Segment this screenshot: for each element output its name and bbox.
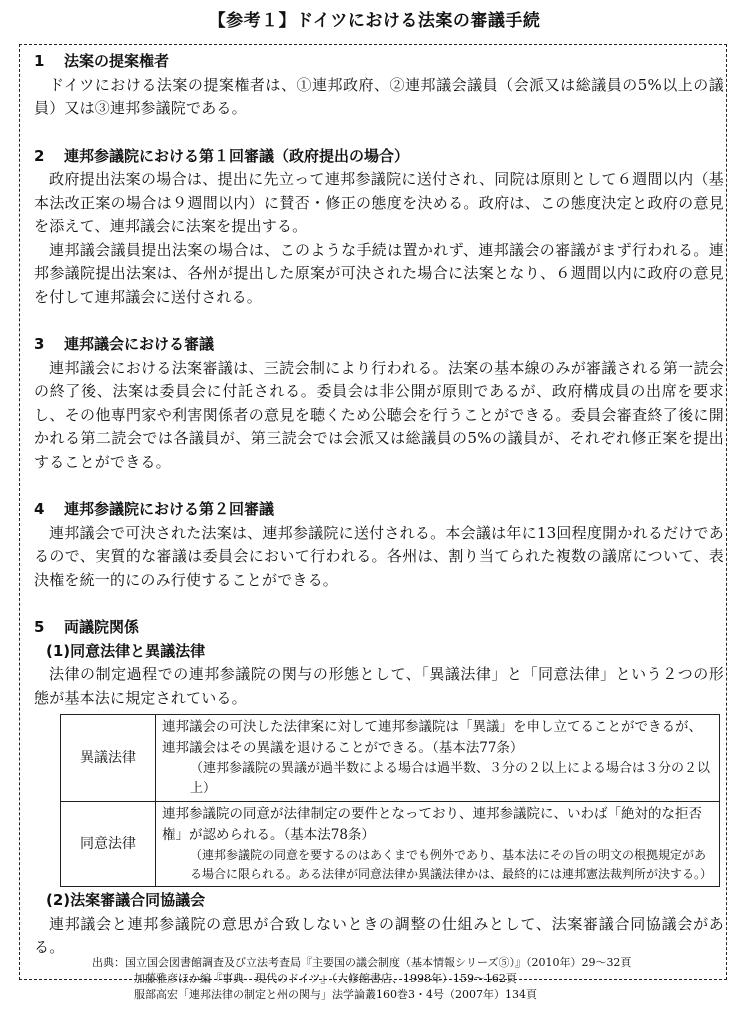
paragraph: 政府提出法案の場合は、提出に先立って連邦参議院に送付され、同院は原則として６週間以内（基本法改正案の場合は９週間以内）に賛否・修正の態度を決める。政府は、この態度決定と政府の意見を添えて、連邦議会に法案を提出する。 [34,170,724,235]
section-5 [34,616,724,960]
paragraph: 連邦議会で可決された法案は、連邦参議院に送付される。本会議は年に13回程度開かれるだけであるので、実質的な審議は委員会において行われる。各州は、割り当てられた複数の議席について、表決権を統一的にのみ行使することができる。 [34,523,724,589]
law-type-label: 同意法律 [61,802,156,887]
document-body [34,50,724,960]
law-type-cell [156,802,720,887]
section-4 [34,498,724,592]
source-citation [92,955,732,1003]
paragraph: 連邦議会における法案審議は、三読会制により行われる。法案の基本線のみが審議される第一読会の終了後、法案は委員会に付託される。委員会は非公開が原則であるが、政府構成員の出席を要求し、その他専門家や利害関係者の意見を聴くため公聴会を行うことができる。委員会審査終了後に開かれる第二読会では各議員が、第三読会では会派又は総議員の5%の議員が、それぞれ修正案を提出することができる。 [34,358,724,471]
section-number: 3 [34,335,45,353]
section-heading [34,498,724,522]
section-title: 連邦議会における審議 [64,335,215,353]
law-type-note: （連邦参議院の異議が過半数による場合は過半数、３分の２以上による場合は３分の２以上） [190,761,711,796]
source-line: 国立国会図書館調査及び立法考査局『主要国の議会制度（基本情報シリーズ⑤）』（2010年）29～32頁 [125,956,632,969]
section-number: 4 [34,500,45,518]
law-type-description: 連邦議会の可決した法律案に対して連邦参議院は「異議」を申し立てることができるが、連邦議会はその異議を退けることができる。（基本法77条） [162,719,702,756]
paragraph: 連邦議会と連邦参議院の意思が合致しないときの調整の仕組みとして、法案審議合同協議会がある。 [34,914,724,956]
paragraph: 法律の制定過程での連邦参議院の関与の形態として、「異議法律」と「同意法律」という２つの形態が基本法に規定されている。 [34,665,724,707]
table-row [61,715,720,802]
section-title: 連邦参議院における第２回審議 [64,500,275,518]
section-heading [34,616,724,640]
section-title: 法案の提案権者 [64,52,170,70]
subsection-heading: (1)同意法律と異議法律 [46,641,206,660]
section-heading [34,145,724,169]
page-title: 【参考１】ドイツにおける法案の審議手続 [208,11,541,31]
section-2 [34,145,724,310]
subsection-heading: (2)法案審議合同協議会 [46,891,206,909]
law-type-note: （連邦参議院の同意を要するのはあくまでも例外であり、基本法にその旨の明文の根拠規定がある場合に限られる。ある法律が同意法律か異議法律かは、最終的には連邦憲法裁判所が決する。） [190,848,713,881]
section-title: 両議院関係 [64,618,140,636]
law-type-description: 連邦参議院の同意が法律制定の要件となっており、連邦参議院に、いわば「絶対的な拒否権」が認められる。（基本法78条） [162,806,702,843]
section-heading [34,333,724,357]
law-type-table [60,714,720,887]
paragraph: 連邦議会議員提出法案の場合は、このような手続は置かれず、連邦議会の審議がまず行われる。連邦参議院提出法案は、各州が提出した原案が可決された場合に法案となり、６週間以内に政府の意見を付して連邦議会に送付される。 [34,240,724,306]
paragraph: ドイツにおける法案の提案権者は、①連邦政府、②連邦議会議員（会派又は総議員の5%以上の議員）又は③連邦参議院である。 [34,75,724,117]
section-number: 5 [34,618,45,636]
law-type-label: 異議法律 [61,715,156,802]
law-type-cell [156,715,720,802]
section-3 [34,333,724,474]
section-title: 連邦参議院における第１回審議（政府提出の場合） [64,146,410,165]
source-label: 出典： [92,956,125,969]
source-line: 服部高宏「連邦法律の制定と州の関与」法学論叢160巻3・4号（2007年）134頁 [134,988,537,1001]
section-number: 1 [34,52,45,70]
section-heading [34,50,724,74]
section-1 [34,50,724,121]
source-line: 加藤雅彦ほか編『事典 現代のドイツ』（大修館書店、1998年）159～162頁 [134,972,517,985]
table-row [61,802,720,887]
section-number: 2 [34,146,45,165]
